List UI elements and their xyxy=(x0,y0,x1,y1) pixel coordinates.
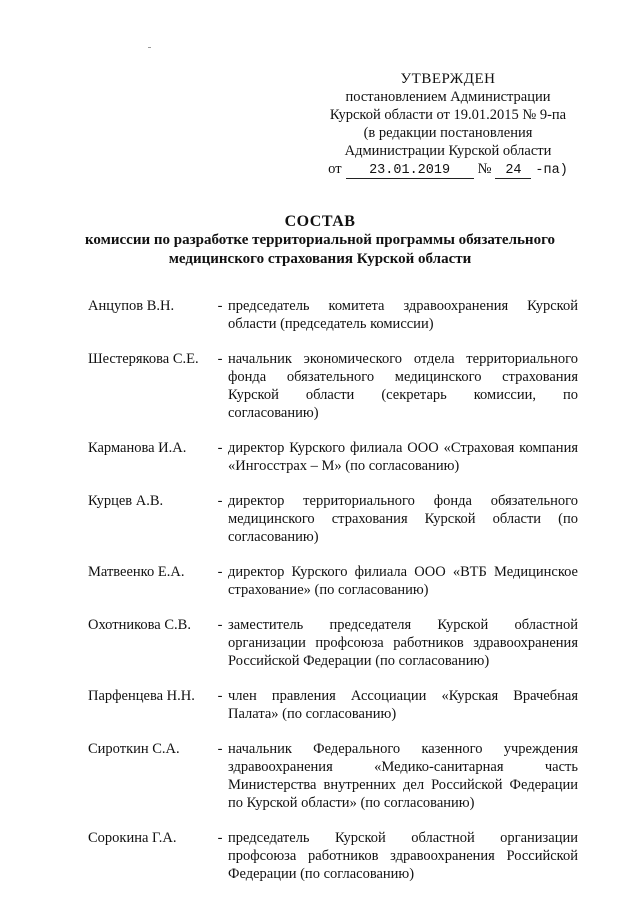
member-role: председатель Курской областной организации профсоюза работников здравоохранения Российской Федерации (по согласованию) xyxy=(228,830,578,882)
approval-line-4: Администрации Курской области xyxy=(344,143,552,159)
approval-heading: УТВЕРЖДЕН xyxy=(400,71,496,87)
member-name: Карманова И.А. xyxy=(88,440,187,456)
member-name: Охотникова С.В. xyxy=(88,617,191,633)
member-name: Анцупов В.Н. xyxy=(88,298,175,314)
member-dash: - xyxy=(217,440,223,456)
member-name: Шестерякова С.Е. xyxy=(88,351,199,367)
member-role: председатель комитета здравоохранения Курской области (председатель комиссии) xyxy=(228,298,578,332)
member-role: начальник Федерального казенного учреждения здравоохранения «Медико-санитарная часть Министерства внутренних дел Российской Федерации по Курской области» (по согласованию) xyxy=(228,741,578,811)
member-row xyxy=(88,829,578,883)
member-row xyxy=(88,687,578,723)
member-name: Матвеенко Е.А. xyxy=(88,564,185,580)
member-row xyxy=(88,492,578,546)
member-row xyxy=(88,616,578,670)
approval-line-2: Курской области от 19.01.2015 № 9-па xyxy=(329,107,567,123)
member-name: Сорокина Г.А. xyxy=(88,830,177,846)
member-dash: - xyxy=(217,351,223,367)
member-dash: - xyxy=(217,741,223,757)
member-name: Парфенцева Н.Н. xyxy=(88,688,195,704)
member-role: заместитель председателя Курской областной организации профсоюза работников здравоохранения Российской Федерации (по согласованию) xyxy=(228,617,578,669)
member-role: директор Курского филиала ООО «ВТБ Медицинское страхование» (по согласованию) xyxy=(228,564,578,598)
member-dash: - xyxy=(217,688,223,704)
title-line-2: комиссии по разработке территориальной программы обязательного xyxy=(84,232,556,248)
approval-block xyxy=(318,70,578,180)
member-row xyxy=(88,439,578,475)
approval-line-3: (в редакции постановления xyxy=(363,125,533,141)
member-row xyxy=(88,563,578,599)
member-dash: - xyxy=(217,493,223,509)
member-row xyxy=(88,297,578,333)
member-name: Курцев А.В. xyxy=(88,493,164,509)
document-title xyxy=(60,212,580,269)
member-dash: - xyxy=(217,830,223,846)
amendment-date: 23.01.2019 xyxy=(346,163,474,179)
approval-date-line xyxy=(318,160,578,180)
member-role: член правления Ассоциации «Курская Врачебная Палата» (по согласованию) xyxy=(228,688,578,722)
title-line-3: медицинского страхования Курской области xyxy=(168,251,472,267)
number-suffix: -па) xyxy=(535,163,568,178)
member-dash: - xyxy=(217,564,223,580)
number-prefix: № xyxy=(477,161,492,177)
member-role: начальник экономического отдела территориального фонда обязательного медицинского страхования Курской области (секретарь комиссии, по согласованию) xyxy=(228,351,578,421)
member-dash: - xyxy=(217,298,223,314)
member-row xyxy=(88,740,578,812)
member-dash: - xyxy=(217,617,223,633)
title-line-1: СОСТАВ xyxy=(284,213,356,230)
approval-line-1: постановлением Администрации xyxy=(345,89,551,105)
member-row xyxy=(88,350,578,422)
date-prefix: от xyxy=(328,161,342,177)
amendment-number: 24 xyxy=(495,163,531,179)
member-role: директор Курского филиала ООО «Страховая компания «Ингосстрах – М» (по согласованию) xyxy=(228,440,578,474)
member-name: Сироткин С.А. xyxy=(88,741,180,757)
member-role: директор территориального фонда обязательного медицинского страхования Курской области (по согласованию) xyxy=(228,493,578,545)
member-list xyxy=(88,297,578,900)
